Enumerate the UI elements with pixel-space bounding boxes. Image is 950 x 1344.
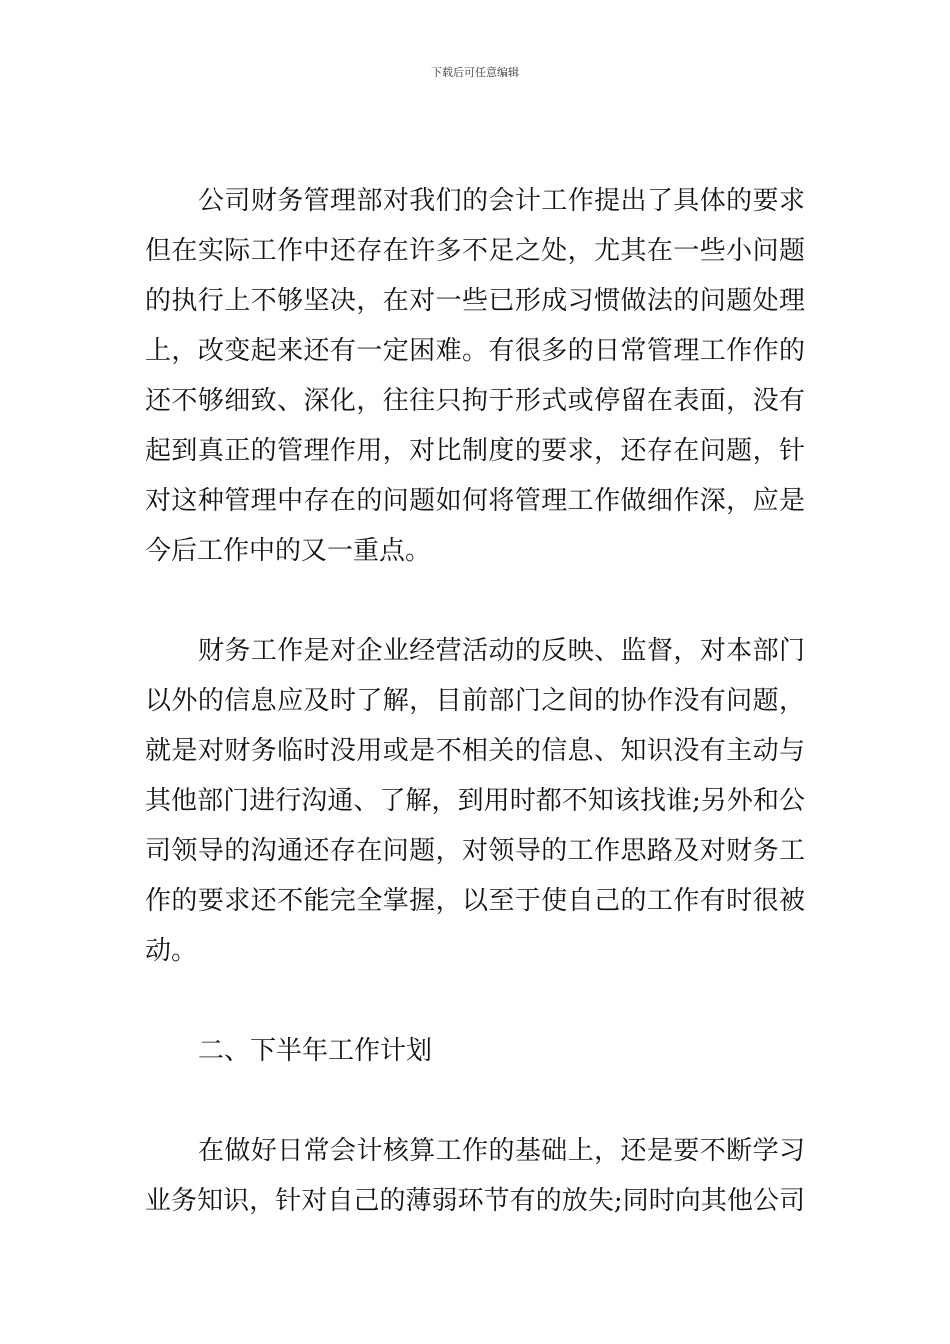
section-heading: [145, 1026, 805, 1076]
paragraph-gap: [145, 976, 805, 1026]
paragraph-1: [145, 176, 805, 576]
paragraph-line: 公司财务管理部对我们的会计工作提出了具体的要求: [198, 186, 805, 216]
paragraph-line: 以外的信息应及时了解，目前部门之间的协作没有问题，: [145, 686, 805, 716]
paragraph-line: 其他部门进行沟通、了解，到用时都不知该找谁;另外和公: [145, 786, 805, 816]
paragraph-line: 今后工作中的又一重点。: [145, 536, 432, 566]
paragraph-line: 财务工作是对企业经营活动的反映、监督，对本部门: [198, 636, 805, 666]
header-note: 下载后可任意编辑: [431, 66, 519, 79]
paragraph-gap: [145, 576, 805, 626]
paragraph-line: 对这种管理中存在的问题如何将管理工作做细作深，应是: [145, 486, 805, 516]
paragraph-line: 在做好日常会计核算工作的基础上，还是要不断学习: [198, 1136, 805, 1166]
paragraph-3: [145, 1126, 805, 1226]
body-text: [145, 176, 805, 1226]
paragraph-gap: [145, 1076, 805, 1126]
paragraph-line: 业务知识，针对自己的薄弱环节有的放失;同时向其他公司: [145, 1186, 805, 1216]
paragraph-2: [145, 626, 805, 976]
section-heading-text: 二、下半年工作计划: [198, 1036, 433, 1066]
paragraph-line: 起到真正的管理作用，对比制度的要求，还存在问题，针: [145, 436, 805, 466]
paragraph-line: 就是对财务临时没用或是不相关的信息、知识没有主动与: [145, 736, 805, 766]
paragraph-line: 但在实际工作中还存在许多不足之处，尤其在一些小问题: [145, 236, 805, 266]
paragraph-line: 还不够细致、深化，往往只拘于形式或停留在表面，没有: [145, 386, 805, 416]
paragraph-line: 作的要求还不能完全掌握，以至于使自己的工作有时很被: [145, 886, 805, 916]
paragraph-line: 动。: [145, 936, 198, 966]
paragraph-line: 上，改变起来还有一定困难。有很多的日常管理工作作的: [145, 336, 805, 366]
paragraph-line: 司领导的沟通还存在问题，对领导的工作思路及对财务工: [145, 836, 805, 866]
paragraph-line: 的执行上不够坚决，在对一些已形成习惯做法的问题处理: [145, 286, 805, 316]
